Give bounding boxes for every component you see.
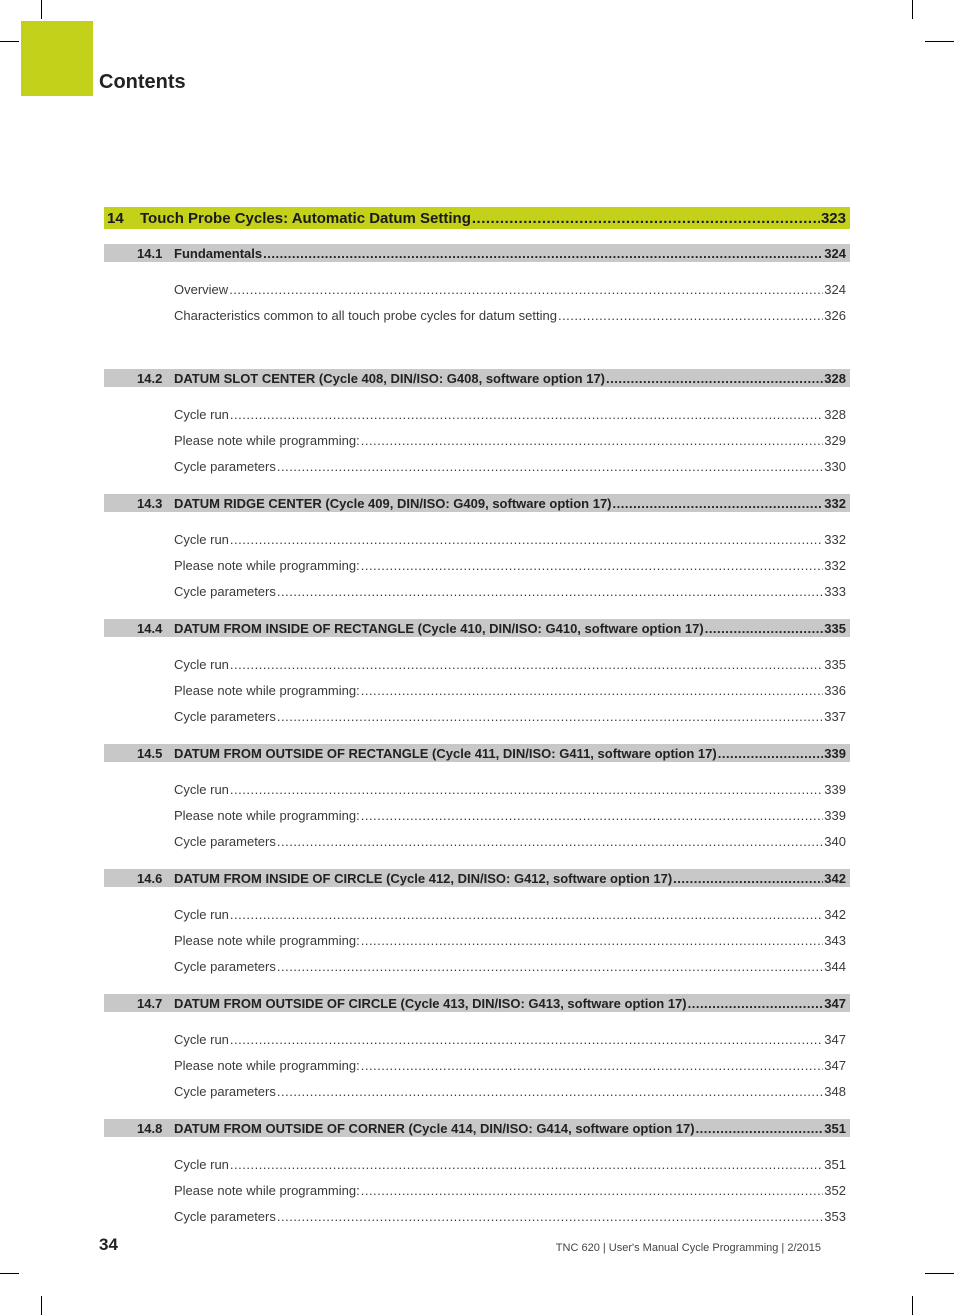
entry-title: Characteristics common to all touch probe cycles for datum setting: [174, 307, 557, 323]
entry-page: 339: [824, 781, 846, 797]
entry-title: Cycle parameters: [174, 1208, 276, 1224]
entry-title: Cycle parameters: [174, 958, 276, 974]
entry-title: Cycle run: [174, 906, 229, 922]
section-number: 14.8: [137, 1120, 163, 1136]
page-title: Contents: [99, 71, 186, 93]
entry-page: 328: [824, 406, 846, 422]
chapter-title: Touch Probe Cycles: Automatic Datum Setting: [140, 209, 471, 227]
entry-page: 347: [824, 1057, 846, 1073]
entry-title: Cycle parameters: [174, 583, 276, 599]
crop-mark: [912, 1296, 913, 1315]
dot-leader: [718, 746, 824, 761]
toc-entry-row[interactable]: [104, 780, 850, 798]
dot-leader: [277, 1084, 823, 1099]
entry-page: 335: [824, 656, 846, 672]
crop-mark: [912, 0, 913, 19]
entry-page: 344: [824, 958, 846, 974]
section-number: 14.2: [137, 370, 163, 386]
section-page: 328: [824, 370, 846, 386]
dot-leader: [277, 459, 823, 474]
entry-page: 347: [824, 1031, 846, 1047]
dot-leader: [673, 871, 823, 886]
dot-leader: [688, 996, 824, 1011]
toc-chapter-row[interactable]: [104, 207, 850, 229]
section-number: 14.6: [137, 870, 163, 886]
entry-title: Please note while programming:: [174, 432, 360, 448]
dot-leader: [277, 709, 823, 724]
entry-page: 329: [824, 432, 846, 448]
toc-entry-row[interactable]: [104, 707, 850, 725]
entry-page: 352: [824, 1182, 846, 1198]
entry-title: Please note while programming:: [174, 807, 360, 823]
toc-entry-row[interactable]: [104, 457, 850, 475]
section-number: 14.1: [137, 245, 163, 261]
dot-leader: [230, 1032, 823, 1047]
toc-entry-row[interactable]: [104, 306, 850, 324]
toc-entry-row[interactable]: [104, 556, 850, 574]
entry-title: Please note while programming:: [174, 1182, 360, 1198]
entry-title: Cycle run: [174, 1156, 229, 1172]
toc-section-row[interactable]: [104, 994, 850, 1012]
toc-section-row[interactable]: [104, 369, 850, 387]
entry-page: 337: [824, 708, 846, 724]
entry-page: 353: [824, 1208, 846, 1224]
entry-page: 340: [824, 833, 846, 849]
entry-page: 324: [824, 281, 846, 297]
section-title: DATUM SLOT CENTER (Cycle 408, DIN/ISO: G408, software option 17): [174, 370, 605, 386]
crop-mark: [0, 41, 19, 42]
section-page: 332: [824, 495, 846, 511]
entry-title: Cycle run: [174, 781, 229, 797]
entry-title: Cycle parameters: [174, 1083, 276, 1099]
dot-leader: [230, 1157, 823, 1172]
entry-title: Cycle run: [174, 1031, 229, 1047]
section-title: DATUM FROM INSIDE OF RECTANGLE (Cycle 410, DIN/ISO: G410, software option 17): [174, 620, 704, 636]
section-title: DATUM FROM OUTSIDE OF RECTANGLE (Cycle 411, DIN/ISO: G411, software option 17): [174, 745, 717, 761]
entry-title: Cycle parameters: [174, 458, 276, 474]
dot-leader: [558, 308, 823, 323]
dot-leader: [277, 584, 823, 599]
dot-leader: [361, 683, 824, 698]
section-page: 324: [824, 245, 846, 261]
toc-entry-row[interactable]: [104, 405, 850, 423]
entry-page: 332: [824, 557, 846, 573]
toc-entry-row[interactable]: [104, 1030, 850, 1048]
entry-title: Please note while programming:: [174, 1057, 360, 1073]
toc-entry-row[interactable]: [104, 530, 850, 548]
entry-page: 351: [824, 1156, 846, 1172]
entry-title: Overview: [174, 281, 229, 297]
dot-leader: [263, 246, 823, 261]
dot-leader: [230, 532, 823, 547]
entry-page: 332: [824, 531, 846, 547]
toc-section-row[interactable]: [104, 619, 850, 637]
entry-page: 330: [824, 458, 846, 474]
dot-leader: [229, 282, 823, 297]
chapter-accent-block: [21, 21, 93, 96]
toc-entry-row[interactable]: [104, 1207, 850, 1225]
section-number: 14.5: [137, 745, 163, 761]
section-number: 14.7: [137, 995, 163, 1011]
entry-page: 342: [824, 906, 846, 922]
chapter-number: 14: [107, 209, 124, 227]
dot-leader: [361, 808, 824, 823]
toc-entry-row[interactable]: [104, 1056, 850, 1074]
dot-leader: [361, 1058, 824, 1073]
toc-entry-row[interactable]: [104, 806, 850, 824]
section-page: 351: [824, 1120, 846, 1136]
toc-section-row[interactable]: [104, 744, 850, 762]
dot-leader: [277, 834, 823, 849]
toc-section-row[interactable]: [104, 494, 850, 512]
dot-leader: [705, 621, 824, 636]
page-number: 34: [99, 1235, 118, 1254]
dot-leader: [230, 782, 823, 797]
crop-mark: [925, 1273, 954, 1274]
dot-leader: [361, 433, 824, 448]
entry-title: Please note while programming:: [174, 932, 360, 948]
toc-entry-row[interactable]: [104, 931, 850, 949]
entry-page: 339: [824, 807, 846, 823]
section-page: 347: [824, 995, 846, 1011]
entry-title: Cycle run: [174, 531, 229, 547]
toc-entry-row[interactable]: [104, 905, 850, 923]
toc-entry-row[interactable]: [104, 1082, 850, 1100]
section-title: Fundamentals: [174, 245, 263, 261]
section-title: DATUM RIDGE CENTER (Cycle 409, DIN/ISO: G409, software option 17): [174, 495, 612, 511]
entry-page: 326: [824, 307, 846, 323]
entry-title: Cycle run: [174, 406, 229, 422]
crop-mark: [41, 1296, 42, 1315]
toc-entry-row[interactable]: [104, 431, 850, 449]
entry-page: 333: [824, 583, 846, 599]
entry-title: Cycle parameters: [174, 833, 276, 849]
dot-leader: [361, 558, 824, 573]
section-page: 335: [824, 620, 846, 636]
toc-entry-row[interactable]: [104, 681, 850, 699]
footer-text: TNC 620 | User's Manual Cycle Programming | 2/2015: [555, 1242, 821, 1254]
toc-section-row[interactable]: [104, 244, 850, 262]
entry-title: Cycle parameters: [174, 708, 276, 724]
entry-title: Please note while programming:: [174, 557, 360, 573]
toc-entry-row[interactable]: [104, 655, 850, 673]
dot-leader: [606, 371, 823, 386]
section-title: DATUM FROM OUTSIDE OF CIRCLE (Cycle 413, DIN/ISO: G413, software option 17): [174, 995, 687, 1011]
section-page: 339: [824, 745, 846, 761]
dot-leader: [613, 496, 824, 511]
entry-page: 343: [824, 932, 846, 948]
dot-leader: [230, 407, 823, 422]
section-number: 14.4: [137, 620, 163, 636]
dot-leader: [230, 657, 823, 672]
toc-entry-row[interactable]: [104, 280, 850, 298]
crop-mark: [925, 41, 954, 42]
chapter-page: 323: [820, 209, 846, 227]
entry-title: Cycle run: [174, 656, 229, 672]
section-title: DATUM FROM INSIDE OF CIRCLE (Cycle 412, DIN/ISO: G412, software option 17): [174, 870, 673, 886]
crop-mark: [0, 1273, 19, 1274]
toc-entry-row[interactable]: [104, 957, 850, 975]
toc-entry-row[interactable]: [104, 582, 850, 600]
toc-section-row[interactable]: [104, 1119, 850, 1137]
toc-section-row[interactable]: [104, 869, 850, 887]
dot-leader: [230, 907, 823, 922]
toc-entry-row[interactable]: [104, 1155, 850, 1173]
section-page: 342: [824, 870, 846, 886]
entry-page: 336: [824, 682, 846, 698]
dot-leader: [361, 1183, 824, 1198]
toc-entry-row[interactable]: [104, 832, 850, 850]
crop-mark: [41, 0, 42, 19]
dot-leader: [277, 1209, 823, 1224]
dot-leader: [361, 933, 824, 948]
section-number: 14.3: [137, 495, 163, 511]
section-title: DATUM FROM OUTSIDE OF CORNER (Cycle 414, DIN/ISO: G414, software option 17): [174, 1120, 695, 1136]
dot-leader: [696, 1121, 824, 1136]
toc-entry-row[interactable]: [104, 1181, 850, 1199]
entry-page: 348: [824, 1083, 846, 1099]
dot-leader: [472, 210, 820, 227]
dot-leader: [277, 959, 823, 974]
entry-title: Please note while programming:: [174, 682, 360, 698]
